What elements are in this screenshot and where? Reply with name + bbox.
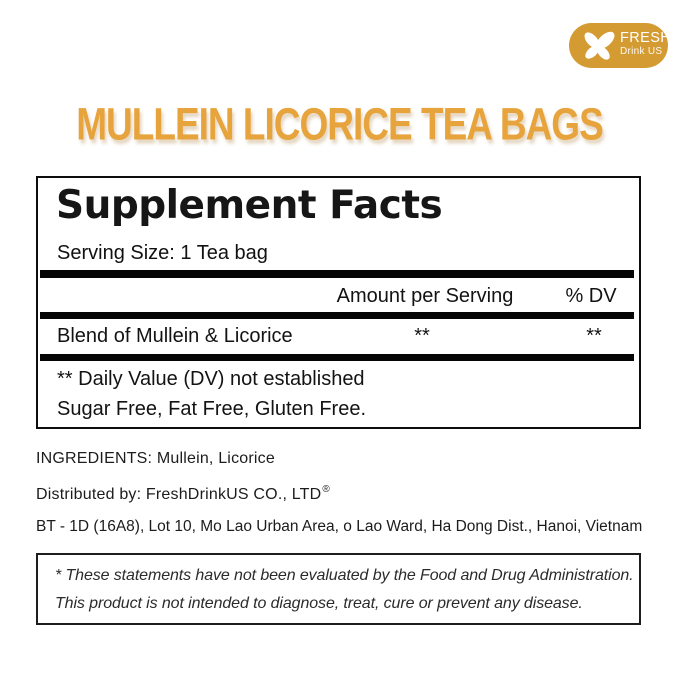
brand-name-bottom: Drink US bbox=[620, 46, 663, 57]
row-dv-value: ** bbox=[586, 325, 602, 347]
footnote-free-claims: Sugar Free, Fat Free, Gluten Free. bbox=[57, 398, 367, 420]
brand-text bbox=[620, 30, 671, 58]
supplement-facts-panel bbox=[36, 176, 641, 429]
ingredients-line: INGREDIENTS: Mullein, Licorice bbox=[36, 450, 275, 467]
fda-disclaimer-box bbox=[36, 553, 641, 625]
footnote-daily-value: ** Daily Value (DV) not established bbox=[57, 368, 365, 390]
brand-name-top: FRESH bbox=[620, 30, 672, 46]
registered-trademark-symbol: ® bbox=[322, 484, 330, 495]
row-ingredient-name: Blend of Mullein & Licorice bbox=[57, 325, 293, 347]
serving-size: Serving Size: 1 Tea bag bbox=[57, 242, 268, 264]
distributed-by-line bbox=[36, 486, 329, 504]
divider-bar-middle bbox=[40, 312, 634, 319]
table-header-row bbox=[38, 281, 639, 313]
disclaimer-line-1: * These statements have not been evaluated by the Food and Drug Administration. bbox=[55, 567, 634, 584]
divider-bar-bottom bbox=[40, 354, 634, 361]
brand-logo bbox=[569, 23, 672, 68]
address-line: BT - 1D (16A8), Lot 10, Mo Lao Urban Area, o Lao Ward, Ha Dong Dist., Hanoi, Vietnam bbox=[36, 518, 643, 535]
column-header-amount: Amount per Serving bbox=[336, 285, 514, 307]
divider-bar-top bbox=[40, 270, 634, 278]
disclaimer-line-2: This product is not intended to diagnose, treat, cure or prevent any disease. bbox=[55, 595, 583, 612]
table-row bbox=[38, 321, 639, 353]
distributed-by-text: Distributed by: FreshDrinkUS CO., LTD bbox=[36, 486, 322, 503]
column-header-dv: % DV bbox=[565, 285, 617, 307]
panel-heading: Supplement Facts bbox=[56, 183, 443, 228]
row-amount-value: ** bbox=[414, 325, 430, 347]
product-title: MULLEIN LICORICE TEA BAGS bbox=[76, 99, 603, 150]
